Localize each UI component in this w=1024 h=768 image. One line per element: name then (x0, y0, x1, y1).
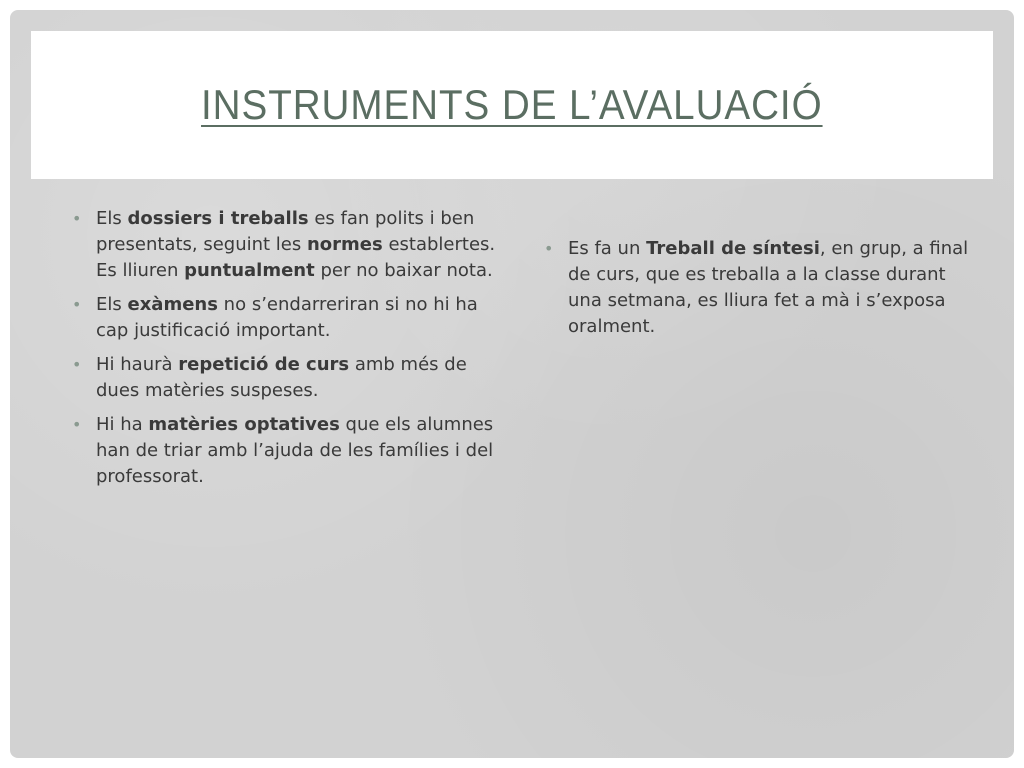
bullet-text-bold: Treball de síntesi (646, 238, 820, 259)
slide (10, 10, 1014, 758)
bullet-item (542, 236, 972, 340)
bullet-text: per no baixar nota. (314, 260, 493, 281)
bullet-text: Els (96, 208, 128, 229)
bullet-text-bold: matèries optatives (148, 414, 340, 435)
bullet-text: no s’endarreriran si no hi ha cap justificació important. (96, 294, 478, 341)
bullet-text-bold: dossiers i treballs (127, 208, 309, 229)
slide-title: INSTRUMENTS DE L’AVALUACIÓ (201, 81, 823, 128)
bullet-text: Els (96, 294, 128, 315)
left-column (70, 206, 500, 498)
bullet-text: amb més de dues matèries suspeses. (96, 354, 467, 401)
bullet-item (70, 412, 500, 490)
bullet-text: que els alumnes han de triar amb l’ajuda de les famílies i del professorat. (96, 414, 494, 487)
bullet-text-bold: repetició de curs (178, 354, 350, 375)
bullet-item (70, 352, 500, 404)
title-box (31, 31, 993, 179)
bullet-text: establertes. Es lliuren (96, 234, 496, 281)
bullet-text: Hi haurà (96, 354, 179, 375)
bullet-dot-icon: • (72, 209, 82, 228)
bullet-text: es fan polits i ben presentats, seguint les (96, 208, 475, 255)
bullet-dot-icon: • (72, 295, 82, 314)
right-column (542, 236, 972, 348)
bullet-dot-icon: • (72, 355, 82, 374)
bullet-dot-icon: • (544, 239, 554, 258)
bullet-text-bold: exàmens (127, 294, 218, 315)
left-bullet-list (70, 206, 500, 490)
bullet-text: , en grup, a final de curs, que es treballa a la classe durant una setmana, es lliura fet a mà i s’exposa oralment. (568, 238, 969, 337)
bullet-item (70, 292, 500, 344)
bullet-item (70, 206, 500, 284)
bullet-text: Hi ha (96, 414, 149, 435)
bullet-text-bold: normes (306, 234, 383, 255)
bullet-dot-icon: • (72, 415, 82, 434)
right-bullet-list (542, 236, 972, 340)
bullet-text: Es fa un (568, 238, 647, 259)
bullet-text-bold: puntualment (184, 260, 315, 281)
